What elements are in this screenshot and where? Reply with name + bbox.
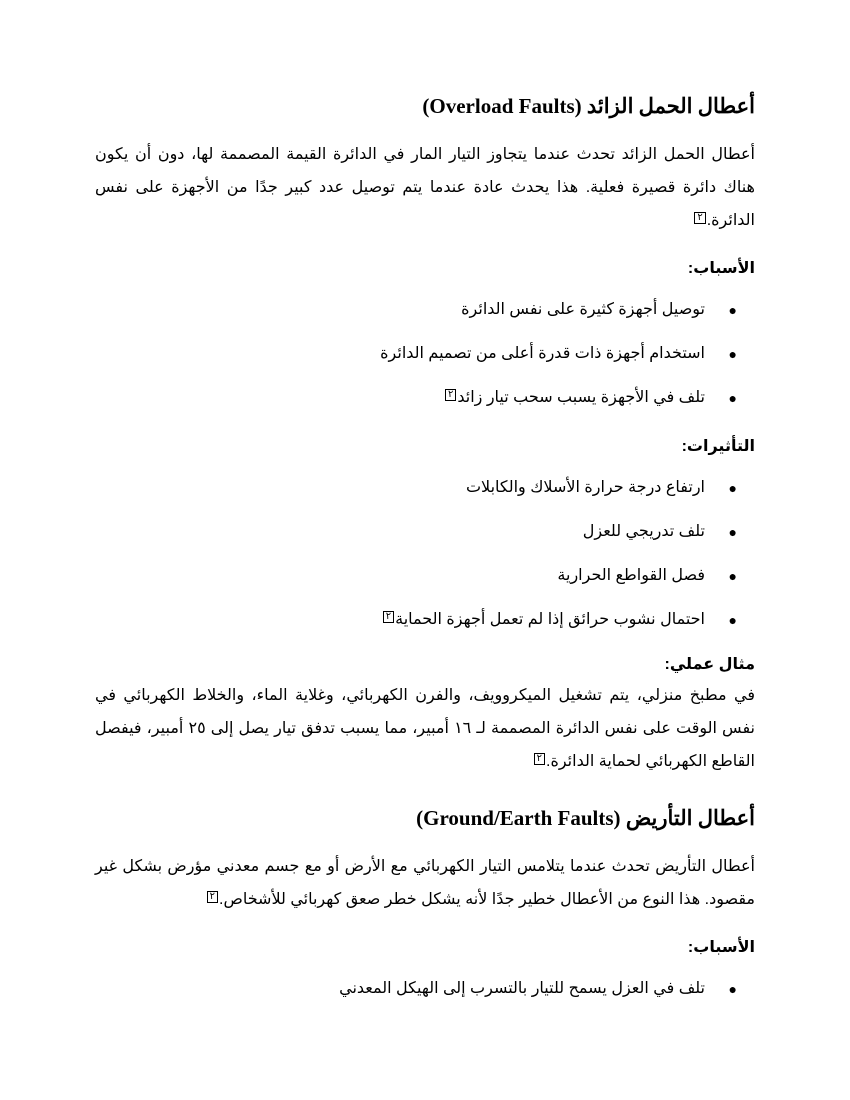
section-intro-paragraph — [95, 850, 755, 916]
list-item — [95, 563, 755, 589]
section-title-arabic: أعطال التأريض — [625, 806, 755, 830]
list-item — [95, 475, 755, 501]
causes-heading: الأسباب: — [687, 939, 755, 956]
paragraph-text: في مطبخ منزلي، يتم تشغيل الميكروويف، والفرن الكهربائي، وغلاية الماء، والخلاط الكهربائي في نفس الوقت على نفس الدائرة المصممة لـ ١٦ أمبير، مما يسبب تدفق تيار يصل إلى ٢٥ أمبير، فيفصل القاطع الكهربائي لحماية الدائرة. — [95, 687, 756, 770]
list-item-text: استخدام أجهزة ذات قدرة أعلى من تصميم الدائرة — [380, 345, 705, 362]
causes-heading: الأسباب: — [687, 260, 755, 277]
bullet-icon: ● — [728, 524, 737, 540]
effects-list — [95, 475, 755, 633]
section-title-english: (Overload Faults) — [422, 94, 582, 118]
list-item-text: توصيل أجهزة كثيرة على نفس الدائرة — [461, 301, 705, 318]
section-title-ground — [95, 800, 755, 836]
bullet-icon: ● — [728, 346, 737, 362]
paragraph-text: أعطال التأريض تحدث عندما يتلامس التيار الكهربائي مع الأرض أو مع جسم معدني مؤرض بشكل غير مقصود. هذا النوع من الأعطال خطير جدًا لأنه يشكل خطر صعق كهربائي للأشخاص. — [95, 858, 755, 908]
example-paragraph — [95, 679, 755, 778]
list-item — [95, 385, 755, 411]
bullet-icon: ● — [728, 981, 737, 997]
causes-list — [95, 297, 755, 411]
list-item — [95, 519, 755, 545]
list-item — [95, 607, 755, 633]
citation-marker[interactable]: ٢ — [445, 389, 456, 401]
citation-marker[interactable]: ٢ — [534, 753, 545, 765]
bullet-icon: ● — [728, 480, 737, 496]
section-title-overload — [95, 88, 755, 124]
paragraph-text: أعطال الحمل الزائد تحدث عندما يتجاوز التيار المار في الدائرة القيمة المصممة لها، دون أن يكون هناك دائرة قصيرة فعلية. هذا يحدث عادة عندما يتم توصيل عدد كبير جدًا من الأجهزة على نفس الدائرة. — [95, 146, 755, 229]
citation-marker[interactable]: ٢ — [207, 891, 218, 903]
list-item — [95, 297, 755, 323]
list-item-text: تلف في العزل يسمح للتيار بالتسرب إلى الهيكل المعدني — [339, 980, 705, 997]
bullet-icon: ● — [728, 302, 737, 318]
effects-heading: التأثيرات: — [681, 438, 755, 455]
bullet-icon: ● — [728, 612, 737, 628]
citation-marker[interactable]: ٢ — [694, 212, 705, 224]
list-item — [95, 341, 755, 367]
list-item-text: تلف تدريجي للعزل — [582, 523, 705, 540]
causes-list — [95, 976, 755, 1002]
list-item-text: تلف في الأجهزة يسبب سحب تيار زائد — [457, 389, 705, 406]
section-intro-paragraph — [95, 138, 755, 237]
list-item-text: احتمال نشوب حرائق إذا لم تعمل أجهزة الحماية — [395, 611, 705, 628]
citation-marker[interactable]: ٢ — [383, 611, 394, 623]
bullet-icon: ● — [728, 568, 737, 584]
section-title-arabic: أعطال الحمل الزائد — [586, 94, 755, 118]
bullet-icon: ● — [728, 390, 737, 406]
document-page — [95, 88, 755, 1020]
list-item — [95, 976, 755, 1002]
section-title-english: (Ground/Earth Faults) — [416, 806, 621, 830]
example-heading: مثال عملي: — [664, 656, 755, 673]
list-item-text: ارتفاع درجة حرارة الأسلاك والكابلات — [465, 479, 705, 496]
list-item-text: فصل القواطع الحرارية — [557, 567, 705, 584]
